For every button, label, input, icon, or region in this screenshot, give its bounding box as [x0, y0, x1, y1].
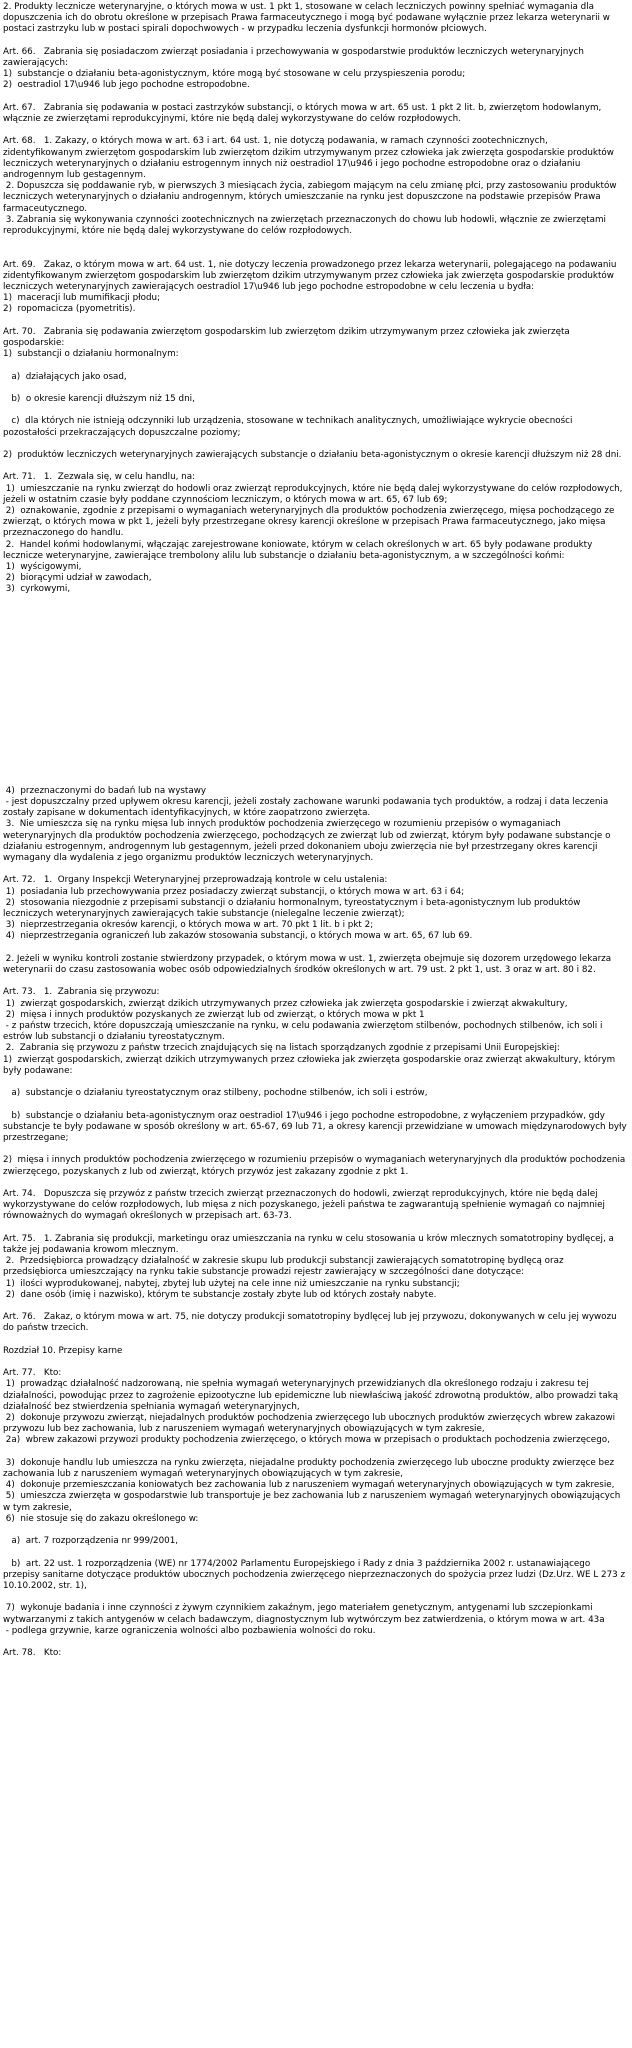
- blank-line: [3, 1447, 629, 1458]
- blank-line: [3, 1637, 629, 1648]
- paragraph: Art. 74. Dopuszcza się przywóz z państw trzecich zwierząt przeznaczonych do hodowli, zwierząt reprodukcyjnych, które nie będą dalej wykorzystywane do celów rozpłodowych, lub mięsa z nich pozyskanego, jeżeli państwa te zagwarantują spełnienie wymagań co najmniej równoważnych do wymagań określonych w przepisach art. 63-73.: [3, 1188, 608, 1222]
- paragraph: 1) umieszczanie na rynku zwierząt do hodowli oraz zwierząt reprodukcyjnych, które nie będą dalej wykorzystywane do celów rozpłodowych, jeżeli w ostatnim czasie były poddane czynnościom leczniczym, o których mowa w art. 65, 67 lub 69;: [3, 483, 626, 505]
- paragraph: a) działających jako osad,: [3, 371, 127, 382]
- blank-line: [3, 607, 629, 618]
- blank-line: [3, 763, 629, 774]
- paragraph: 2) mięsa i innych produktów pozyskanych ze zwierząt lub od zwierząt, o których mowa w pkt 1: [3, 1009, 425, 1020]
- paragraph: 1) substancje o działaniu beta-agonistycznym, które mogą być stosowane w celu przyspieszenia porodu;: [3, 69, 466, 80]
- paragraph: 2) dane osób (imię i nazwisko), którym te substancje zostały zbyte lub od których zostały nabyte.: [3, 1289, 437, 1300]
- paragraph: - podlega grzywnie, karze ograniczenia wolności albo pozbawienia wolności do roku.: [3, 1625, 376, 1636]
- blank-line: [3, 1547, 629, 1558]
- blank-line: [3, 730, 629, 741]
- paragraph: Art. 72. 1. Organy Inspekcji Weterynaryjnej przeprowadzają kontrole w celu ustalenia:: [3, 875, 388, 886]
- paragraph: 3. Zabrania się wykonywania czynności zootechnicznych na zwierzętach przeznaczonych do chowu lub hodowli, włącznie ze zwierzętami reprodukcyjnymi, które nie będą dalej wykorzystywane do celów rozpłodowych.: [3, 214, 609, 237]
- paragraph: Art. 68. 1. Zakazy, o których mowa w art. 63 i art. 64 ust. 1, nie dotyczą podawania, w ramach czynności zootechnicznych, zidentyfikowanym zwierzętom gospodarskim lub zwierzętom dzikim utrzymywanym przez człowieka jak zwierzęta gospodarskie produktów leczniczych weterynaryjnych o działaniu estrogennym innych niż oestradiol 17\u946 i jego pochodne estropodobne oraz o działaniu androgennym lub gestagennym.: [3, 136, 617, 180]
- blank-line: [3, 125, 629, 136]
- paragraph: Art. 66. Zabrania się posiadaczom zwierząt posiadania i przechowywania w gospodarstwie produktów leczniczych weterynaryjnych zawierających:: [3, 46, 587, 68]
- paragraph: - jest dopuszczalny przed upływem okresu karencji, jeżeli zostały zachowane warunki podawania tych produktów, a rodzaj i data leczenia zostały zapisane w dokumentach identyfikacyjnych, w które zaopatrzono zwierzęta.: [3, 796, 612, 819]
- paragraph: 2. Handel końmi hodowlanymi, włączając zarejestrowane koniowate, którym w celach określonych w art. 65 były podawane produkty lecznicze weterynaryjne, zawierające trembolony alilu lub substancje o działaniu beta-agonistycznym, a w szczególności końmi:: [3, 539, 596, 561]
- blank-line: [3, 596, 629, 607]
- paragraph: 2) mięsa i innych produktów pochodzenia zwierzęcego w rozumieniu przepisów o wymaganiach weterynaryjnych dla produktów pochodzenia zwierzęcego, pozyskanych z lub od zwierząt, których przywóz jest zakazany zgodnie z pkt 1.: [3, 1155, 629, 1177]
- paragraph: Art. 75. 1. Zabrania się produkcji, marketingu oraz umieszczania na rynku w celu stosowania u krów mlecznych somatotropiny bydlęcej, a także jej podawania krowom mlecznym.: [3, 1233, 617, 1255]
- paragraph: 1) substancji o działaniu hormonalnym:: [3, 349, 179, 360]
- blank-line: [3, 1077, 629, 1088]
- paragraph: 1) prowadząc działalność nadzorowaną, nie spełnia wymagań weterynaryjnych przewidzianych dla określonego rodzaju i zakresu tej działalności, powodując przez to zagrożenie epizootyczne lub epidemiczne lub niewłaściwą jakość zdrowotną produktów, albo prowadzi taką działalność bez stwierdzenia spełniania wymagań weterynaryjnych,: [3, 1379, 621, 1412]
- blank-line: [3, 439, 629, 450]
- blank-line: [3, 1525, 629, 1536]
- paragraph: 4) przeznaczonymi do badań lub na wystawy: [3, 785, 207, 796]
- blank-line: [3, 618, 629, 629]
- paragraph: 2. Przedsiębiorca prowadzący działalność w zakresie skupu lub produkcji substancji zawierających somatotropinę bydlęcą oraz przedsiębiorca umieszczający na rynku takie substancje prowadzi rejestr zawierający w szczególności dane dotyczące:: [3, 1256, 567, 1278]
- paragraph: 1) ilości wyprodukowanej, nabytej, zbytej lub użytej na cele inne niż umieszczanie na rynku substancji;: [3, 1278, 460, 1289]
- blank-line: [3, 1357, 629, 1368]
- paragraph: 1) maceracji lub mumifikacji płodu;: [3, 293, 161, 304]
- paragraph: 7) wykonuje badania i inne czynności z żywym czynnikiem zakaźnym, jego materiałem genetycznym, antygenami lub szczepionkami wytwarzanymi z takich antygenów w celach badawczym, diagnostycznym lub wytwórczym bez zatwierdzenia, o którym mowa w art. 43a: [3, 1603, 605, 1625]
- blank-line: [3, 383, 629, 394]
- blank-line: [3, 629, 629, 640]
- paragraph: b) o okresie karencji dłuższym niż 15 dni,: [3, 393, 195, 404]
- blank-line: [3, 461, 629, 472]
- blank-line: [3, 976, 629, 987]
- paragraph: 2) dokonuje przywozu zwierząt, niejadalnych produktów pochodzenia zwierzęcego lub ubocznych produktów zwierzęcych wbrew zakazowi przywozu lub bez zachowania, lub z naruszeniem wymagań weterynaryjnych obowiązujących w tym zakresie,: [3, 1412, 618, 1435]
- paragraph: 2. Dopuszcza się poddawanie ryb, w pierwszych 3 miesiącach życia, zabiegom mającym na celu zmianę płci, przy zastosowaniu produktów leczniczych weterynaryjnych o działaniu androgennym, których umieszczanie na rynku jest dopuszczone na podstawie przepisów Prawa farmaceutycznego.: [3, 181, 620, 214]
- blank-line: [3, 864, 629, 875]
- paragraph: 2) oznakowanie, zgodnie z przepisami o wymaganiach weterynaryjnych dla produktów pochodzenia zwierzęcego, mięsa pochodzącego ze zwierząt, o których mowa w pkt 1, jeżeli były przestrzegane okresy karencji określone w przepisach Prawa farmaceutycznego, jako mięsa przeznaczonego do handlu.: [3, 505, 618, 539]
- paragraph: 1) wyścigowymi,: [3, 561, 82, 572]
- paragraph: 2. Jeżeli w wyniku kontroli zostanie stwierdzony przypadek, o którym mowa w ust. 1, zwierzęta obejmuje się dozorem urzędowego lekarza weterynarii do czasu zastosowania wobec osób odpowiedzialnych środków określonych w art. 79 ust. 2 pkt 1, ust. 3 oraz w art. 80 i 82.: [3, 953, 614, 975]
- blank-line: [3, 1301, 629, 1312]
- paragraph: Art. 78. Kto:: [3, 1648, 62, 1659]
- blank-line: [3, 1178, 629, 1189]
- paragraph: 2) biorącymi udział w zawodach,: [3, 573, 152, 584]
- paragraph: 2) stosowania niezgodnie z przepisami substancji o działaniu hormonalnym, tyreostatycznym i beta-agonistycznym lub produktów leczniczych weterynaryjnych zawierających takie substancje (nielegalne leczenie zwierząt);: [3, 897, 584, 919]
- blank-line: [3, 719, 629, 730]
- paragraph: c) dla których nie istnieją odczynniki lub urządzenia, stosowane w technikach analitycznych, umożliwiające wykrycie obecności pozostałości przekraczających dopuszczalne poziomy;: [3, 416, 576, 438]
- paragraph: 2) ropomacicza (pyometritis).: [3, 304, 136, 315]
- paragraph: 1) zwierząt gospodarskich, zwierząt dzikich utrzymywanych przez człowieka jak zwierzęta gospodarskie oraz zwierząt akwakultury, którym były podawane:: [3, 1054, 618, 1076]
- blank-line: [3, 707, 629, 718]
- paragraph: 5) umieszcza zwierzęta w gospodarstwie lub transportuje je bez zachowania lub z naruszeniem wymagań weterynaryjnych obowiązujących w tym zakresie,: [3, 1491, 624, 1513]
- paragraph: b) substancje o działaniu beta-agonistycznym oraz oestradiol 17\u946 i jego pochodne estropodobne, z wyłączeniem przypadków, gdy substancje te były podawane w sposób określony w art. 65-67, 69 lub 71, a okresy karencji przewidziane w umowach międzynarodowych były przestrzegane;: [3, 1110, 630, 1143]
- paragraph: Art. 69. Zakaz, o którym mowa w art. 64 ust. 1, nie dotyczy leczenia prowadzonego przez lekarza weterynarii, polegającego na podawaniu zidentyfikowanym zwierzętom gospodarskim lub zwierzętom dzikim utrzymywanym przez człowieka jak zwierzęta gospodarskie produktów leczniczych weterynaryjnych zawierających oestradiol 17\u946 lub jego pochodne estropodobne w celu leczenia u bydła:: [3, 259, 620, 292]
- paragraph: Art. 70. Zabrania się podawania zwierzętom gospodarskim lub zwierzętom dzikim utrzymywanym przez człowieka jak zwierzęta gospodarskie:: [3, 326, 573, 348]
- blank-line: [3, 674, 629, 685]
- paragraph: b) art. 22 ust. 1 rozporządzenia (WE) nr 1774/2002 Parlamentu Europejskiego i Rady z dnia 3 października 2002 r. ustanawiającego przepisy sanitarne dotyczące produktów ubocznych pochodzenia zwierzęcego nieprzeznaczonych do spożycia przez ludzi (Dz.Urz. WE L 273 z 10.10.2002, str. 1),: [3, 1558, 628, 1591]
- blank-line: [3, 663, 629, 674]
- paragraph: 3. Nie umieszcza się na rynku mięsa lub innych produktów pochodzenia zwierzęcego w rozumieniu przepisów o wymaganiach weterynaryjnych dla produktów pochodzenia zwierzęcego, pochodzących ze zwierząt lub od zwierząt, którym były podawane substancje o działaniu estrogennym, androgennym lub gestagennym, jeżeli przed dokonaniem uboju zwierzęcia nie był przestrzegany okres karencji wymagany dla wydalenia z jego organizmu produktów leczniczych weterynaryjnych.: [3, 819, 614, 863]
- blank-line: [3, 92, 629, 103]
- blank-line: [3, 1223, 629, 1234]
- paragraph: 4) dokonuje przemieszczania koniowatych bez zachowania lub z naruszeniem wymagań weterynaryjnych obowiązujących w tym zakresie,: [3, 1480, 615, 1491]
- blank-line: [3, 405, 629, 416]
- paragraph: Rozdział 10. Przepisy karne: [3, 1345, 123, 1356]
- paragraph: a) substancje o działaniu tyreostatycznym oraz stilbeny, pochodne stilbenów, ich soli i estrów,: [3, 1088, 428, 1099]
- blank-line: [3, 1335, 629, 1346]
- paragraph: 2. Produkty lecznicze weterynaryjne, o których mowa w ust. 1 pkt 1, stosowane w celach leczniczych powinny spełniać wymagania dla dopuszczenia ich do obrotu określone w przepisach Prawa farmaceutycznego i mogą być podawane wyłącznie przez lekarza weterynarii w postaci zastrzyku lub w postaci spirali dopochwowych - w przypadku leczenia dysfunkcji hormonów płciowych.: [3, 2, 613, 35]
- blank-line: [3, 237, 629, 248]
- blank-line: [3, 1144, 629, 1155]
- paragraph: Art. 73. 1. Zabrania się przywozu:: [3, 987, 160, 998]
- paragraph: 1) posiadania lub przechowywania przez posiadaczy zwierząt substancji, o których mowa w art. 63 i 64;: [3, 886, 465, 897]
- blank-line: [3, 752, 629, 763]
- document-body: [3, 2, 629, 1659]
- paragraph: 3) nieprzestrzegania okresów karencji, o których mowa w art. 70 pkt 1 lit. b i pkt 2;: [3, 920, 374, 931]
- blank-line: [3, 36, 629, 47]
- paragraph: 2) produktów leczniczych weterynaryjnych zawierających substancje o działaniu beta-agonistycznym o okresie karencji dłuższym niż 28 dni.: [3, 449, 622, 460]
- paragraph: Art. 77. Kto:: [3, 1368, 62, 1379]
- blank-line: [3, 1592, 629, 1603]
- paragraph: 3) cyrkowymi,: [3, 584, 71, 595]
- paragraph: Art. 71. 1. Zezwala się, w celu handlu, na:: [3, 472, 196, 483]
- paragraph: 2a) wbrew zakazowi przywozi produkty pochodzenia zwierzęcego, o których mowa w przepisach o produktach pochodzenia zwierzęcego,: [3, 1435, 610, 1446]
- blank-line: [3, 685, 629, 696]
- paragraph: 6) nie stosuje się do zakazu określonego w:: [3, 1513, 199, 1524]
- blank-line: [3, 316, 629, 327]
- blank-line: [3, 640, 629, 651]
- blank-line: [3, 360, 629, 371]
- blank-line: [3, 1099, 629, 1110]
- blank-line: [3, 775, 629, 786]
- blank-line: [3, 248, 629, 259]
- blank-line: [3, 696, 629, 707]
- blank-line: [3, 943, 629, 954]
- blank-line: [3, 652, 629, 663]
- paragraph: 2. Zabrania się przywozu z państw trzecich znajdujących się na listach sporządzanych zgodnie z przepisami Unii Europejskiej:: [3, 1043, 560, 1054]
- paragraph: a) art. 7 rozporządzenia nr 999/2001,: [3, 1536, 179, 1547]
- paragraph: 1) zwierząt gospodarskich, zwierząt dzikich utrzymywanych przez człowieka jak zwierzęta gospodarskie i zwierząt akwakultury,: [3, 998, 568, 1009]
- paragraph: 4) nieprzestrzegania ograniczeń lub zakazów stosowania substancji, o których mowa w art. 65, 67 lub 69.: [3, 931, 473, 942]
- paragraph: 2) oestradiol 17\u946 lub jego pochodne estropodobne.: [3, 80, 250, 91]
- paragraph: Art. 76. Zakaz, o którym mowa w art. 75, nie dotyczy produkcji somatotropiny bydlęcej lub jej przywozu, dokonywanych w celu jej wywozu do państw trzecich.: [3, 1312, 620, 1334]
- paragraph: - z państw trzecich, które dopuszczają umieszczanie na rynku, w celu podawania zwierzętom stilbenów, pochodnych stilbenów, ich soli i estrów lub substancji o działaniu tyreostatycznym.: [3, 1021, 606, 1043]
- paragraph: 3) dokonuje handlu lub umieszcza na rynku zwierzęta, niejadalne produkty pochodzenia zwierzęcego lub uboczne produkty zwierzęce bez zachowania lub z naruszeniem wymagań weterynaryjnych obowiązujących w tym zakresie,: [3, 1457, 617, 1479]
- paragraph: Art. 67. Zabrania się podawania w postaci zastrzyków substancji, o których mowa w art. 65 ust. 1 pkt 2 lit. b, zwierzętom hodowlanym, włącznie ze zwierzętami reprodukcyjnymi, które nie będą dalej wykorzystywane do celów rozpłodowych.: [3, 102, 605, 124]
- blank-line: [3, 741, 629, 752]
